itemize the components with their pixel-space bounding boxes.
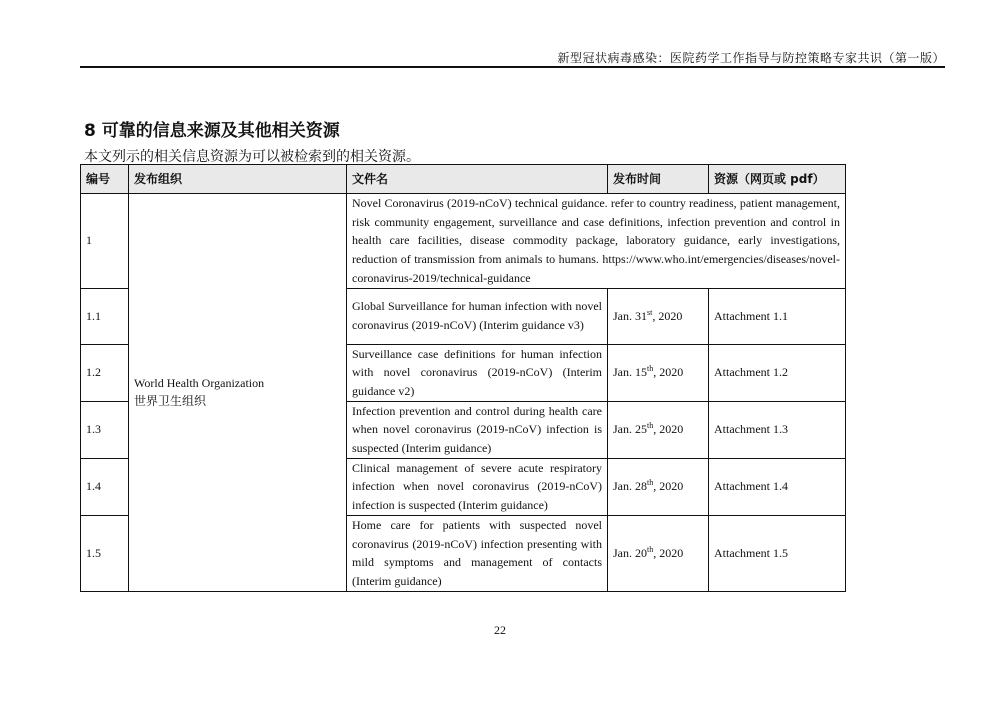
running-header: 新型冠状病毒感染：医院药学工作指导与防控策略专家共识（第一版）	[557, 51, 945, 65]
date-sup: th	[647, 364, 654, 374]
row-no: 1.4	[81, 458, 129, 515]
header-doc: 文件名	[347, 165, 608, 194]
doc-url: https://www.who.int/emergencies/diseases/novel-coronavirus-2019/technical-guidance	[352, 252, 841, 285]
row-doc: Home care for patients with suspected novel coronavirus (2019-nCoV) infection presenting with mild symptoms and management of contacts (Interim guidance)	[347, 515, 608, 591]
org-cell	[129, 194, 347, 592]
date-prefix: Jan. 20	[613, 545, 647, 560]
row-source: Attachment 1.1	[709, 288, 846, 344]
date-suffix: , 2020	[652, 308, 683, 323]
row-doc: Surveillance case definitions for human infection with novel coronavirus (2019-nCoV) (Interim guidance v2)	[347, 344, 608, 401]
header-source: 资源（网页或 pdf）	[709, 165, 846, 194]
row-no: 1.1	[81, 288, 129, 344]
header-org: 发布组织	[129, 165, 347, 194]
date-suffix: , 2020	[653, 422, 684, 437]
date-suffix: , 2020	[653, 545, 684, 560]
date-suffix: , 2020	[653, 479, 684, 494]
row-date	[608, 458, 709, 515]
row-source: Attachment 1.5	[709, 515, 846, 591]
header-no: 编号	[81, 165, 129, 194]
header-rule	[80, 66, 945, 68]
row-date	[608, 515, 709, 591]
row-doc: Infection prevention and control during health care when novel coronavirus (2019-nCoV) infection is suspected (Interim guidance)	[347, 401, 608, 458]
org-name-en: World Health Organization	[134, 375, 265, 390]
row-doc: Clinical management of severe acute respiratory infection when novel coronavirus (2019-nCoV) infection is suspected (Interim guidance)	[347, 458, 608, 515]
date-prefix: Jan. 31	[613, 308, 647, 323]
row-date	[608, 344, 709, 401]
row-no: 1.3	[81, 401, 129, 458]
date-prefix: Jan. 25	[613, 422, 647, 437]
date-prefix: Jan. 15	[613, 365, 647, 380]
header-date: 发布时间	[608, 165, 709, 194]
date-sup: th	[647, 478, 654, 488]
row-source: Attachment 1.4	[709, 458, 846, 515]
row-source: Attachment 1.2	[709, 344, 846, 401]
date-suffix: , 2020	[653, 365, 684, 380]
row-no: 1.2	[81, 344, 129, 401]
resources-table	[80, 164, 846, 592]
page-number: 22	[494, 623, 506, 637]
row-date	[608, 401, 709, 458]
section-intro: 本文列示的相关信息资源为可以被检索到的相关资源。	[84, 149, 420, 165]
table-row	[81, 194, 846, 289]
row-doc: Global Surveillance for human infection with novel coronavirus (2019-nCoV) (Interim guidance v3)	[347, 288, 608, 344]
date-sup: th	[647, 544, 654, 554]
row-doc	[347, 194, 846, 289]
row-no: 1.5	[81, 515, 129, 591]
table-header-row	[81, 165, 846, 194]
doc-title: Novel Coronavirus (2019-nCoV) technical guidance. refer to country readiness, patient management, risk community engagement, surveillance and case definitions, infection prevention and control in health care facilities, disease commodity package, laboratory guidance, early investigations, reduction of transmission from animals to humans.	[352, 196, 840, 267]
org-name-zh: 世界卫生组织	[134, 394, 207, 409]
row-source: Attachment 1.3	[709, 401, 846, 458]
row-no: 1	[81, 194, 129, 289]
date-prefix: Jan. 28	[613, 479, 647, 494]
row-date	[608, 288, 709, 344]
section-title: 8 可靠的信息来源及其他相关资源	[84, 121, 340, 141]
date-sup: th	[647, 421, 654, 431]
date-sup: st	[647, 307, 653, 317]
